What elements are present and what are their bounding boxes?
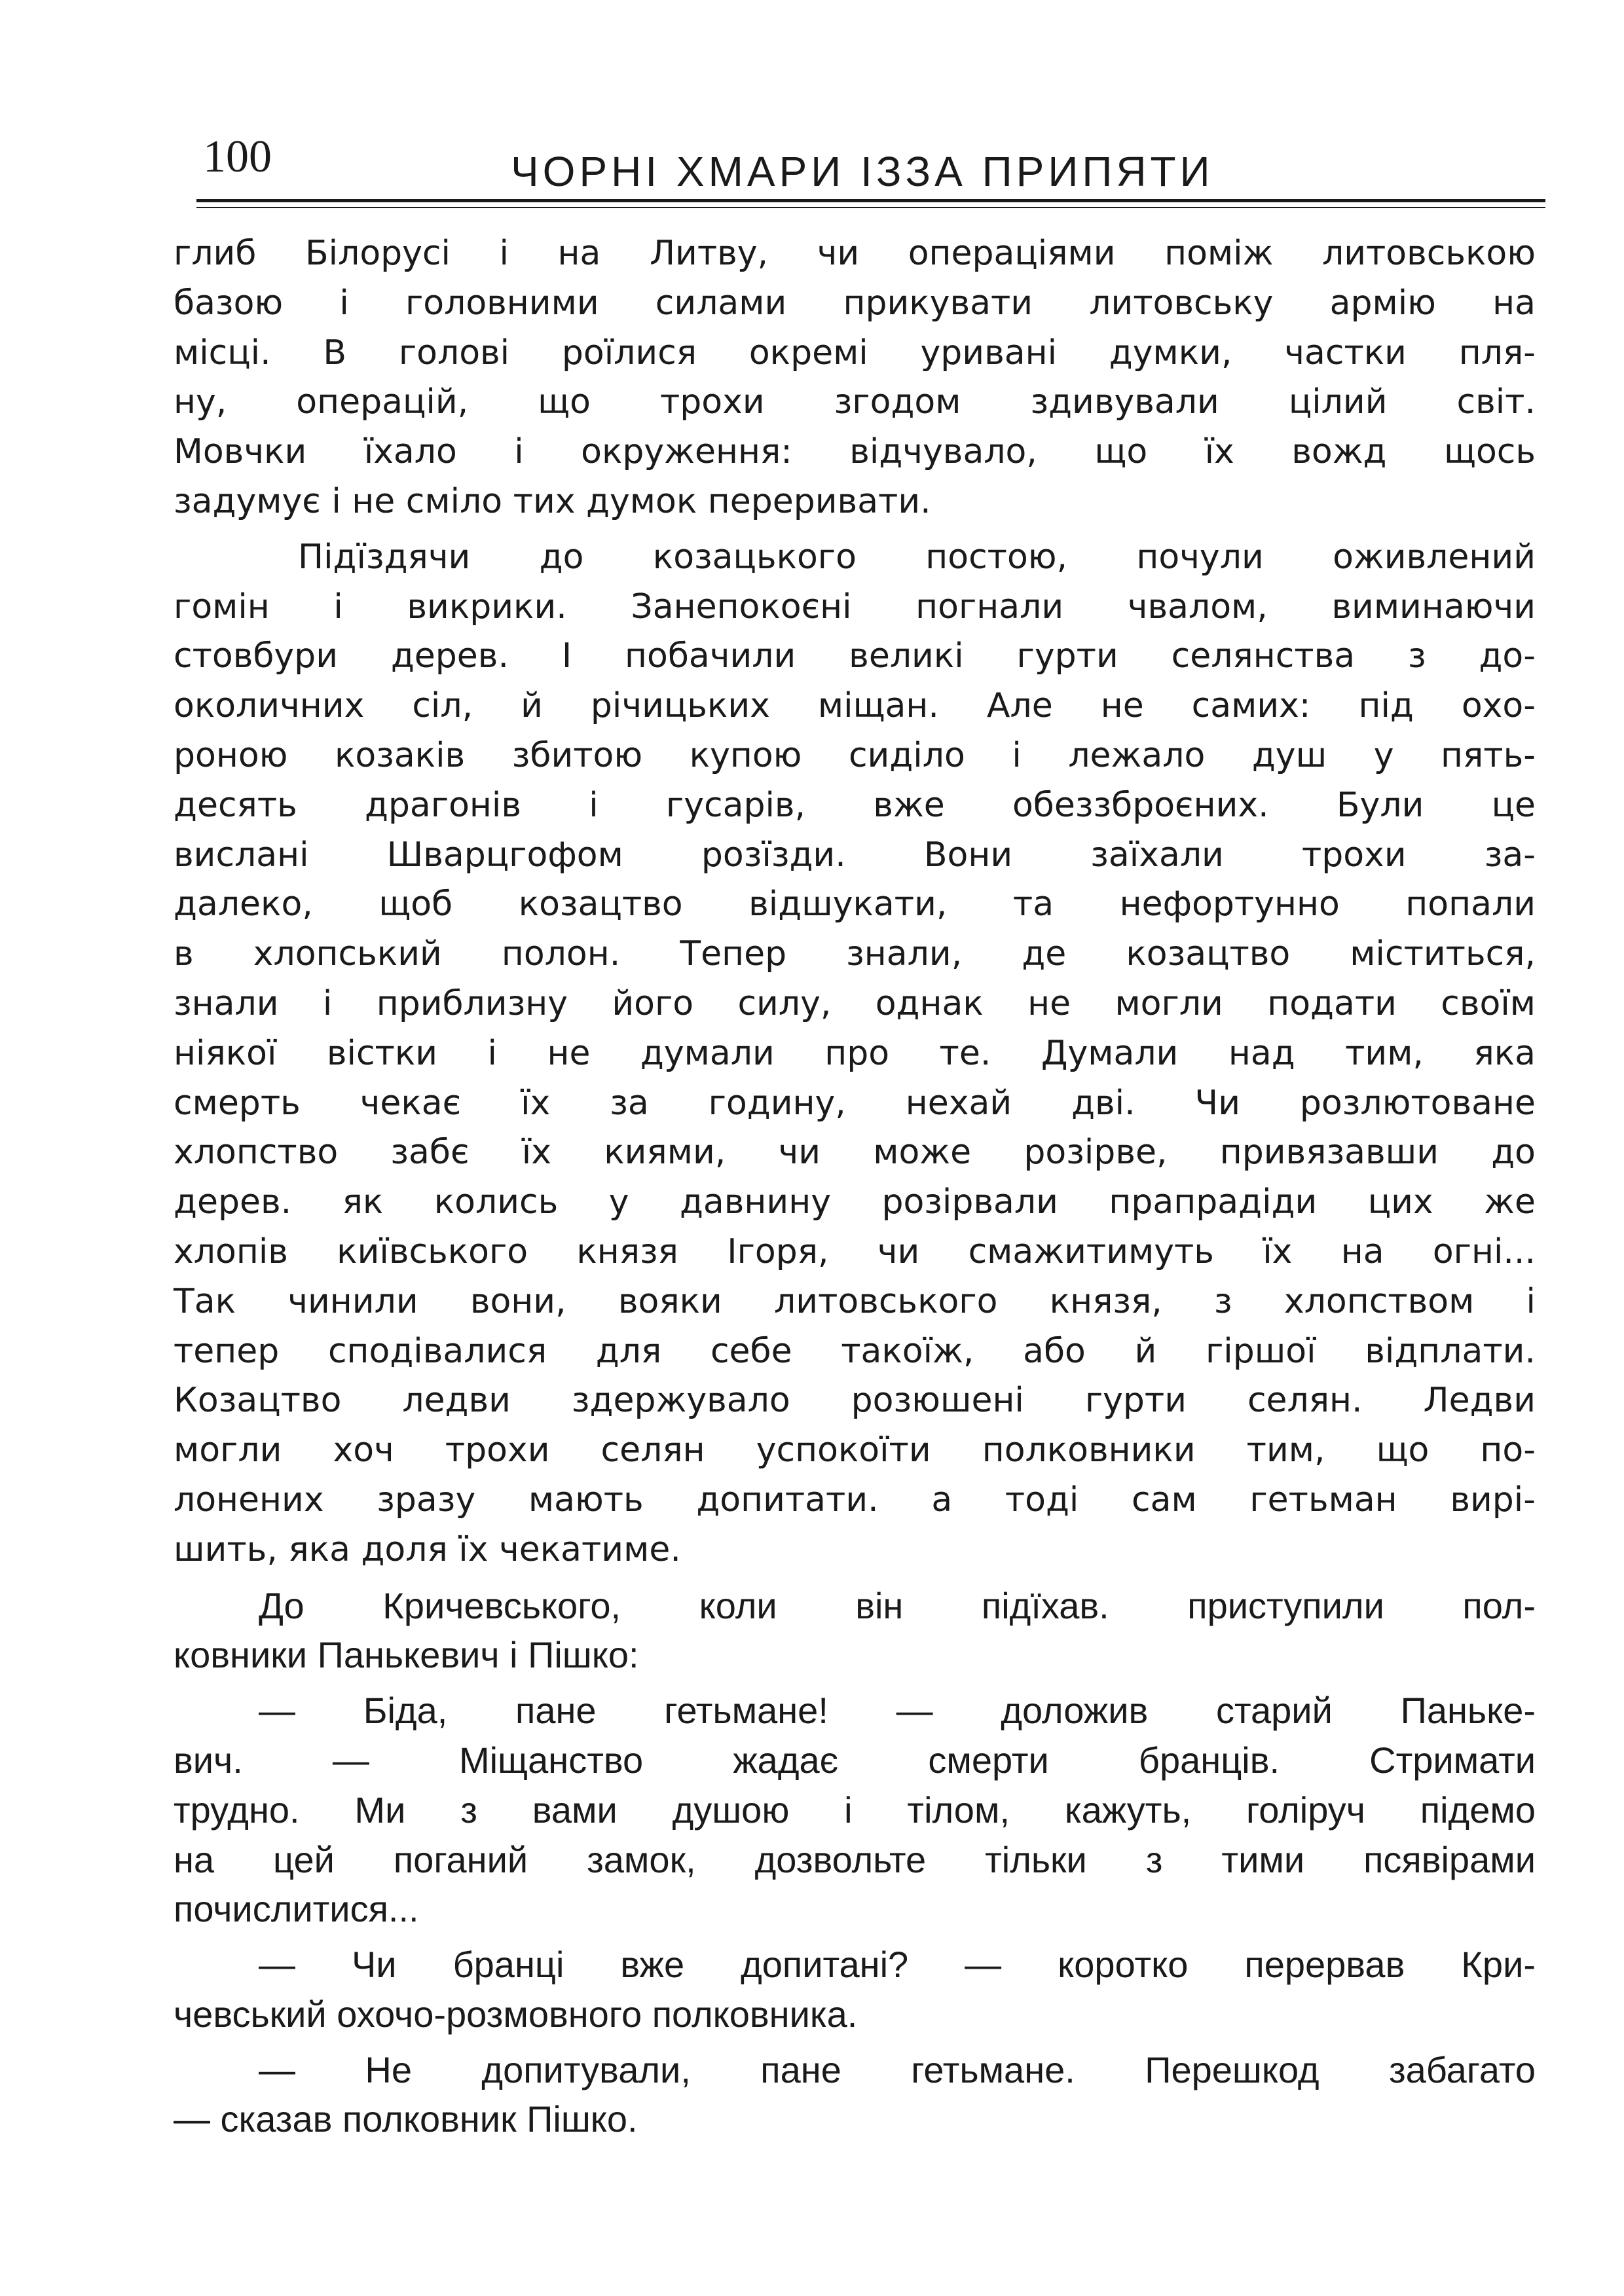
text-line: далеко, щоб козацтво відшукати, та нефортунно попали — [174, 884, 1536, 924]
text-line: До Кричевського, коли він підїхав. приступили пол- — [259, 1584, 1536, 1626]
text-line: — Чи бранці вже допитані? — коротко перервав Кри- — [259, 1944, 1536, 1986]
paragraph-6 — [174, 2045, 1536, 2145]
header-rule — [196, 199, 1545, 202]
text-line: хлопів київського князя Ігоря, чи смажитимуть їх на огні... — [174, 1231, 1536, 1271]
text-line: ковники Панькевич і Пішко: — [174, 1634, 639, 1676]
text-line: десять драгонів і гусарів, вже обеззброєних. Були це — [174, 785, 1536, 825]
text-line: хлопство забє їх киями, чи може розірве, привязавши до — [174, 1133, 1536, 1173]
text-line: стовбури дерев. І побачили великі гурти селянства з до- — [174, 636, 1536, 676]
text-line: чевський охочо-розмовного полковника. — [174, 1993, 858, 2035]
text-line: на цей поганий замок, дозвольте тільки з тими псявірами — [174, 1838, 1536, 1880]
text-line: почислитися... — [174, 1888, 419, 1930]
text-line: вич. — Міщанство жадає смерти бранців. Стримати — [174, 1739, 1536, 1781]
text-line: в хлопський полон. Тепер знали, де козацтво міститься, — [174, 934, 1536, 974]
text-line: дерев. як колись у давнину розірвали прапрадіди цих же — [174, 1182, 1536, 1222]
running-title: ЧОРНІ ХМАРИ ІЗЗА ПРИПЯТИ — [511, 148, 1214, 195]
text-line: — Біда, пане гетьмане! — доложив старий Паньке- — [259, 1690, 1536, 1732]
text-line: Підїздячи до козацького постою, почули оживлений — [298, 537, 1536, 577]
text-line: Так чинили вони, вояки литовського князя, з хлопством і — [174, 1281, 1536, 1321]
text-line: Мовчки їхало і окруження: відчувало, що їх вожд щось — [174, 432, 1536, 472]
text-line: глиб Білорусі і на Литву, чи операціями поміж литовською — [174, 234, 1536, 273]
paragraph-3 — [174, 1581, 1536, 1681]
text-line: роною козаків збитою купою сиділо і лежало душ у пять- — [174, 735, 1536, 775]
text-line: лонених зразу мають допитати. а тоді сам гетьман вирі- — [174, 1480, 1536, 1520]
text-line: знали і приблизну його силу, однак не могли подати своїм — [174, 983, 1536, 1023]
text-line: могли хоч трохи селян успокоїти полковники тим, що по- — [174, 1430, 1536, 1470]
page-number: 100 — [203, 132, 272, 182]
text-line: ну, операцій, що трохи згодом здивували цілий світ. — [174, 382, 1536, 422]
text-line: трудно. Ми з вами душою і тілом, кажуть, голіруч підемо — [174, 1789, 1536, 1831]
running-head — [196, 131, 1545, 203]
paragraph-2 — [174, 533, 1536, 1575]
text-line: шить, яка доля їх чекатиме. — [174, 1529, 681, 1569]
text-line: — Не допитували, пане гетьмане. Перешкод забагато — [259, 2049, 1536, 2090]
dialogue-section — [174, 1581, 1536, 2145]
body-text — [174, 229, 1536, 2150]
text-line: ніякої вістки і не думали про те. Думали над тим, яка — [174, 1033, 1536, 1073]
paragraph-4 — [174, 1686, 1536, 1934]
header-rule-thin — [196, 207, 1545, 208]
text-line: смерть чекає їх за годину, нехай дві. Чи розлютоване — [174, 1083, 1536, 1123]
paragraph-1 — [174, 229, 1536, 527]
text-line: тепер сподівалися для себе такоїж, або й гіршої відплати. — [174, 1331, 1536, 1371]
text-line: — сказав полковник Пішко. — [174, 2098, 638, 2140]
text-line: гомін і викрики. Занепокоєні погнали чвалом, виминаючи — [174, 587, 1536, 627]
text-line: базою і головними силами прикувати литовську армію на — [174, 283, 1536, 323]
paragraph-5 — [174, 1940, 1536, 2039]
text-line: Козацтво ледви здержувало розюшені гурти селян. Ледви — [174, 1381, 1536, 1421]
text-line: місці. В голові роїлися окремі уривані думки, частки пля- — [174, 333, 1536, 373]
text-line: задумує і не сміло тих думок переривати. — [174, 481, 931, 521]
text-line: околичних сіл, й річицьких міщан. Але не самих: під охо- — [174, 686, 1536, 726]
text-line: вислані Шварцгофом розїзди. Вони заїхали трохи за- — [174, 835, 1536, 875]
